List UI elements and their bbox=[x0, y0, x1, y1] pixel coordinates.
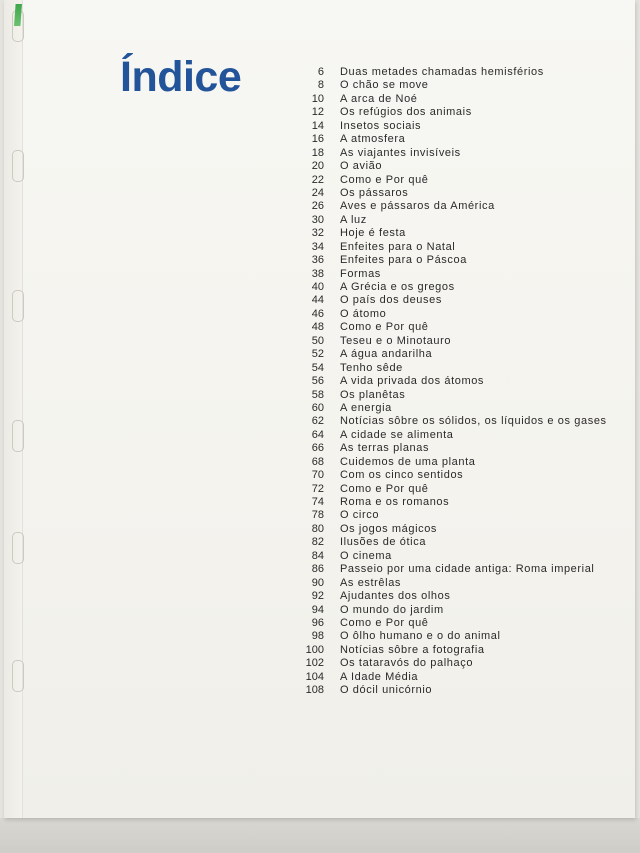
toc-page-number: 16 bbox=[311, 133, 324, 146]
toc-page-number: 90 bbox=[311, 576, 324, 589]
toc-page-number: 52 bbox=[311, 348, 324, 361]
toc-title: Cuidemos de uma planta bbox=[340, 455, 476, 468]
toc-entry bbox=[300, 483, 620, 496]
toc-entry bbox=[300, 402, 620, 415]
toc-page-number: 108 bbox=[305, 684, 324, 697]
toc-title: O ôlho humano e o do animal bbox=[340, 630, 501, 643]
toc-entry bbox=[300, 106, 620, 119]
toc-title: Enfeites para o Natal bbox=[340, 240, 456, 253]
toc-title: Com os cinco sentidos bbox=[340, 469, 464, 482]
toc-page-number: 80 bbox=[311, 522, 324, 535]
toc-page-number: 64 bbox=[311, 428, 324, 441]
toc-title: A arca de Noé bbox=[340, 92, 418, 105]
toc-title: Os tataravós do palhaço bbox=[340, 657, 474, 670]
toc-page-number: 20 bbox=[311, 160, 324, 173]
toc-entry bbox=[300, 120, 620, 133]
toc-entry bbox=[300, 214, 620, 227]
table-of-contents bbox=[300, 66, 620, 698]
toc-title: A Idade Média bbox=[340, 670, 419, 683]
toc-title: Como e Por quê bbox=[340, 321, 429, 334]
toc-title: A atmosfera bbox=[340, 133, 406, 146]
toc-entry bbox=[300, 617, 620, 630]
toc-entry bbox=[300, 133, 620, 146]
toc-page-number: 86 bbox=[311, 563, 324, 576]
toc-title: Os pássaros bbox=[340, 186, 409, 199]
toc-entry bbox=[300, 630, 620, 643]
binding-stitch bbox=[12, 420, 24, 452]
binding-stitch bbox=[12, 150, 24, 182]
toc-entry bbox=[300, 268, 620, 281]
toc-entry bbox=[300, 335, 620, 348]
toc-entry bbox=[300, 509, 620, 522]
toc-title: O circo bbox=[340, 509, 380, 522]
toc-entry bbox=[300, 671, 620, 684]
toc-entry bbox=[300, 147, 620, 160]
toc-page-number: 72 bbox=[311, 482, 324, 495]
toc-page-number: 40 bbox=[311, 281, 324, 293]
toc-title: Ajudantes dos olhos bbox=[340, 590, 451, 603]
index-heading: Índice bbox=[120, 53, 242, 101]
toc-entry bbox=[300, 684, 620, 697]
toc-page-number: 94 bbox=[311, 603, 324, 616]
page-stack-edge bbox=[0, 818, 640, 853]
toc-page-number: 100 bbox=[305, 643, 324, 656]
toc-page-number: 92 bbox=[311, 590, 324, 603]
toc-page-number: 58 bbox=[311, 388, 324, 401]
toc-entry bbox=[300, 429, 620, 442]
toc-entry bbox=[300, 348, 620, 361]
toc-page-number: 102 bbox=[305, 657, 324, 670]
toc-title: A energia bbox=[340, 401, 392, 414]
toc-entry bbox=[300, 644, 620, 657]
toc-entry bbox=[300, 577, 620, 590]
toc-page-number: 98 bbox=[311, 630, 324, 643]
toc-entry bbox=[300, 389, 620, 402]
toc-entry bbox=[300, 79, 620, 92]
toc-entry bbox=[300, 536, 620, 549]
toc-title: O chão se move bbox=[340, 79, 429, 92]
toc-page-number: 78 bbox=[311, 509, 324, 522]
toc-entry bbox=[300, 550, 620, 563]
toc-title: Os jogos mágicos bbox=[340, 522, 438, 535]
toc-page-number: 68 bbox=[311, 455, 324, 468]
toc-page-number: 48 bbox=[311, 321, 324, 334]
toc-entry bbox=[300, 294, 620, 307]
toc-entry bbox=[300, 362, 620, 375]
toc-title: Ilusões de ótica bbox=[340, 536, 427, 549]
toc-entry bbox=[300, 590, 620, 603]
toc-page-number: 66 bbox=[311, 442, 324, 455]
binding-stitch bbox=[12, 532, 24, 564]
toc-title: O cinema bbox=[340, 549, 392, 562]
toc-entry bbox=[300, 281, 620, 294]
toc-title: O átomo bbox=[340, 307, 387, 320]
toc-page-number: 82 bbox=[311, 536, 324, 549]
toc-page-number: 14 bbox=[311, 119, 324, 132]
toc-title: A vida privada dos átomos bbox=[340, 375, 485, 388]
toc-page-number: 34 bbox=[311, 240, 324, 253]
toc-page-number: 50 bbox=[311, 334, 324, 347]
toc-page-number: 54 bbox=[311, 361, 324, 374]
toc-entry bbox=[300, 563, 620, 576]
toc-entry bbox=[300, 415, 620, 428]
toc-page-number: 56 bbox=[311, 375, 324, 388]
toc-title: Tenho sêde bbox=[340, 361, 403, 374]
toc-title: Os planêtas bbox=[340, 388, 406, 401]
toc-entry bbox=[300, 308, 620, 321]
toc-page-number: 46 bbox=[311, 307, 324, 320]
toc-entry bbox=[300, 174, 620, 187]
toc-entry bbox=[300, 604, 620, 617]
toc-title: Roma e os romanos bbox=[340, 496, 450, 508]
toc-title: Notícias sôbre os sólidos, os líquidos e os gases bbox=[340, 415, 607, 428]
toc-entry bbox=[300, 227, 620, 240]
toc-page-number: 8 bbox=[317, 79, 324, 92]
toc-title: As estrêlas bbox=[340, 576, 402, 589]
toc-title: Passeio por uma cidade antiga: Roma imperial bbox=[340, 563, 595, 576]
toc-entry bbox=[300, 66, 620, 79]
toc-page-number: 26 bbox=[311, 200, 324, 213]
toc-title: Os refúgios dos animais bbox=[340, 106, 472, 119]
toc-title: Como e Por quê bbox=[340, 616, 429, 629]
toc-page-number: 36 bbox=[311, 254, 324, 267]
toc-entry bbox=[300, 496, 620, 509]
toc-title: A Grécia e os gregos bbox=[340, 281, 455, 293]
toc-title: Como e Por quê bbox=[340, 173, 429, 186]
toc-entry bbox=[300, 469, 620, 482]
toc-title: As viajantes invisíveis bbox=[340, 146, 461, 159]
toc-entry bbox=[300, 523, 620, 536]
toc-title: Notícias sôbre a fotografia bbox=[340, 643, 485, 656]
toc-title: Enfeites para o Páscoa bbox=[340, 254, 467, 267]
toc-page-number: 32 bbox=[311, 227, 324, 240]
toc-entry bbox=[300, 254, 620, 267]
toc-page-number: 18 bbox=[311, 146, 324, 159]
toc-entry bbox=[300, 375, 620, 388]
toc-title: Hoje é festa bbox=[340, 227, 406, 240]
toc-entry bbox=[300, 321, 620, 334]
toc-title: A cidade se alimenta bbox=[340, 428, 454, 441]
toc-page-number: 104 bbox=[305, 670, 324, 683]
toc-page-number: 38 bbox=[311, 267, 324, 280]
toc-title: O mundo do jardim bbox=[340, 603, 444, 616]
toc-title: Insetos sociais bbox=[340, 119, 422, 132]
toc-page-number: 74 bbox=[311, 496, 324, 508]
toc-title: Aves e pássaros da América bbox=[340, 200, 495, 213]
toc-entry bbox=[300, 442, 620, 455]
toc-title: Teseu e o Minotauro bbox=[340, 334, 452, 347]
toc-entry bbox=[300, 241, 620, 254]
toc-entry bbox=[300, 93, 620, 106]
binding-stitch bbox=[12, 660, 24, 692]
toc-entry bbox=[300, 160, 620, 173]
toc-page-number: 60 bbox=[311, 401, 324, 414]
toc-title: O avião bbox=[340, 160, 383, 173]
binding-stitch bbox=[12, 290, 24, 322]
toc-page-number: 22 bbox=[311, 173, 324, 186]
toc-page-number: 44 bbox=[311, 294, 324, 307]
toc-entry bbox=[300, 657, 620, 670]
toc-page-number: 12 bbox=[311, 106, 324, 119]
toc-page-number: 6 bbox=[317, 66, 324, 78]
toc-title: Como e Por quê bbox=[340, 482, 429, 495]
toc-title: As terras planas bbox=[340, 442, 430, 455]
page-binding bbox=[4, 0, 23, 818]
toc-title: O dócil unicórnio bbox=[340, 684, 433, 697]
toc-entry bbox=[300, 187, 620, 200]
toc-page-number: 62 bbox=[311, 415, 324, 428]
toc-page-number: 96 bbox=[311, 616, 324, 629]
toc-title: Formas bbox=[340, 267, 381, 280]
toc-title: A luz bbox=[340, 213, 367, 226]
toc-title: A água andarilha bbox=[340, 348, 433, 361]
toc-title: Duas metades chamadas hemisférios bbox=[340, 66, 544, 78]
toc-page-number: 24 bbox=[311, 186, 324, 199]
toc-page-number: 10 bbox=[311, 92, 324, 105]
toc-entry bbox=[300, 456, 620, 469]
toc-page-number: 30 bbox=[311, 213, 324, 226]
toc-entry bbox=[300, 200, 620, 213]
toc-page-number: 70 bbox=[311, 469, 324, 482]
toc-page-number: 84 bbox=[311, 549, 324, 562]
toc-title: O país dos deuses bbox=[340, 294, 442, 307]
